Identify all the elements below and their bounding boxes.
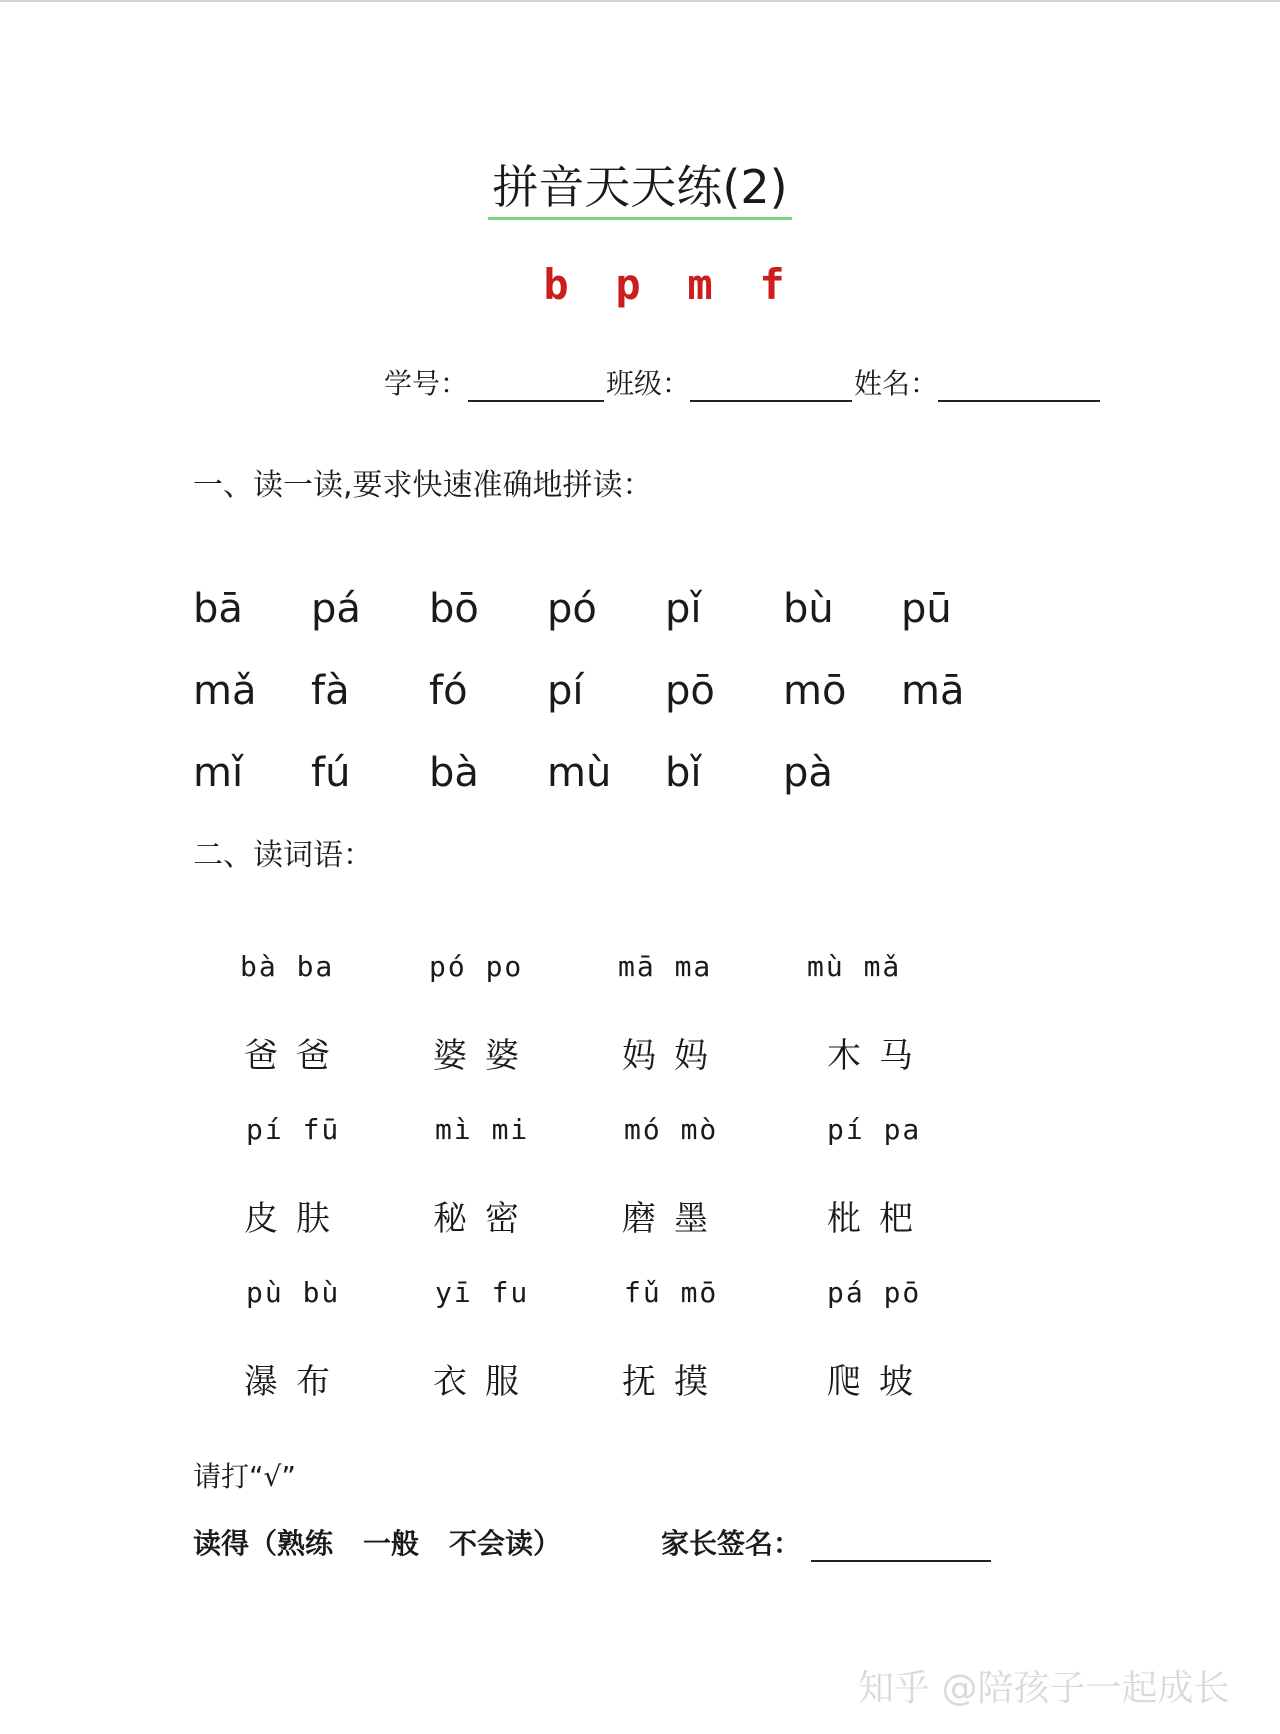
initials-row <box>540 260 788 309</box>
word-hanzi: 瀑布 <box>244 1362 348 1402</box>
word-item <box>419 1113 608 1276</box>
word-item <box>608 1276 797 1439</box>
page-title <box>0 160 1280 220</box>
class-blank[interactable] <box>690 370 852 402</box>
section2-heading: 二、读词语： <box>193 838 373 873</box>
pinyin-syllable: pà <box>783 750 833 796</box>
word-grid <box>230 950 986 1439</box>
check-instruction: 请打“√” <box>193 1460 296 1493</box>
initial-letter: m <box>687 260 713 309</box>
initial-letter: b <box>543 260 569 309</box>
pinyin-syllable: pó <box>547 586 597 632</box>
pinyin-syllable: pǐ <box>665 586 702 632</box>
student-no-label: 学号： <box>384 367 469 400</box>
word-hanzi: 枇杷 <box>827 1199 931 1239</box>
rating-option-cannot[interactable]: 不会读） <box>449 1527 562 1560</box>
pinyin-syllable: fà <box>311 668 350 714</box>
word-pinyin: pù bù <box>246 1276 341 1309</box>
pinyin-syllable: fú <box>311 750 351 796</box>
word-pinyin: mì mi <box>435 1113 530 1146</box>
word-item <box>419 1276 608 1439</box>
pinyin-row <box>193 732 1019 814</box>
word-item <box>797 1276 986 1439</box>
pinyin-row <box>193 568 1019 650</box>
word-item <box>797 1113 986 1276</box>
pinyin-syllable: bù <box>783 586 834 632</box>
word-row <box>230 1113 986 1276</box>
word-hanzi: 衣服 <box>433 1362 537 1402</box>
rating-option-fluent[interactable]: 读得（熟练 <box>193 1527 334 1560</box>
pinyin-grid <box>193 568 1019 814</box>
word-pinyin: mó mò <box>624 1113 719 1146</box>
pinyin-syllable: pá <box>311 586 361 632</box>
pinyin-row <box>193 650 1019 732</box>
word-pinyin: pí fū <box>246 1113 341 1146</box>
word-hanzi: 爬坡 <box>827 1362 931 1402</box>
name-label: 姓名： <box>854 367 939 400</box>
section1-heading: 一、读一读,要求快速准确地拼读： <box>193 468 653 503</box>
pinyin-syllable: mǐ <box>193 750 244 796</box>
pinyin-syllable: fó <box>429 668 468 714</box>
parent-signature-label: 家长签名： <box>661 1527 802 1560</box>
rating-option-average[interactable]: 一般 <box>363 1527 420 1560</box>
pinyin-syllable: mǎ <box>193 668 257 714</box>
pinyin-syllable: mō <box>783 668 847 714</box>
word-item <box>419 950 608 1113</box>
pinyin-syllable: pí <box>547 668 584 714</box>
word-hanzi: 磨墨 <box>622 1199 726 1239</box>
parent-signature-blank[interactable] <box>811 1530 991 1562</box>
word-pinyin: pí pa <box>827 1113 922 1146</box>
pinyin-syllable: bǐ <box>665 750 702 796</box>
word-item <box>797 950 986 1113</box>
word-hanzi: 木马 <box>827 1036 931 1076</box>
pinyin-syllable: bà <box>429 750 479 796</box>
pinyin-syllable: mù <box>547 750 612 796</box>
watermark: 知乎 @陪孩子一起成长 <box>858 1668 1230 1709</box>
word-pinyin: yī fu <box>435 1276 530 1309</box>
word-row <box>230 1276 986 1439</box>
initial-letter: f <box>759 260 785 309</box>
word-hanzi: 婆婆 <box>433 1036 537 1076</box>
student-info-line <box>384 362 1102 402</box>
word-item <box>230 950 419 1113</box>
initial-letter: p <box>615 260 641 309</box>
word-item <box>230 1113 419 1276</box>
pinyin-syllable: pō <box>665 668 715 714</box>
word-pinyin: bà ba <box>240 950 335 983</box>
word-hanzi: 皮肤 <box>244 1199 348 1239</box>
reading-rating-line <box>193 1522 991 1562</box>
word-pinyin: fǔ mō <box>624 1276 719 1309</box>
class-label: 班级： <box>606 367 691 400</box>
word-pinyin: pá pō <box>827 1276 922 1309</box>
name-blank[interactable] <box>938 370 1100 402</box>
pinyin-syllable: bā <box>193 586 243 632</box>
word-hanzi: 抚摸 <box>622 1362 726 1402</box>
pinyin-syllable: bō <box>429 586 479 632</box>
word-hanzi: 秘密 <box>433 1199 537 1239</box>
word-hanzi: 妈妈 <box>622 1036 726 1076</box>
word-pinyin: mā ma <box>618 950 713 983</box>
student-no-blank[interactable] <box>468 370 604 402</box>
word-pinyin: pó po <box>429 950 524 983</box>
word-pinyin: mù mǎ <box>807 950 902 983</box>
word-hanzi: 爸爸 <box>244 1036 348 1076</box>
word-item <box>230 1276 419 1439</box>
pinyin-syllable: mā <box>901 668 965 714</box>
word-item <box>608 950 797 1113</box>
title-text: 拼音天天练(2) <box>488 160 791 220</box>
word-item <box>608 1113 797 1276</box>
pinyin-syllable: pū <box>901 586 952 632</box>
word-row <box>230 950 986 1113</box>
top-border <box>0 0 1280 2</box>
